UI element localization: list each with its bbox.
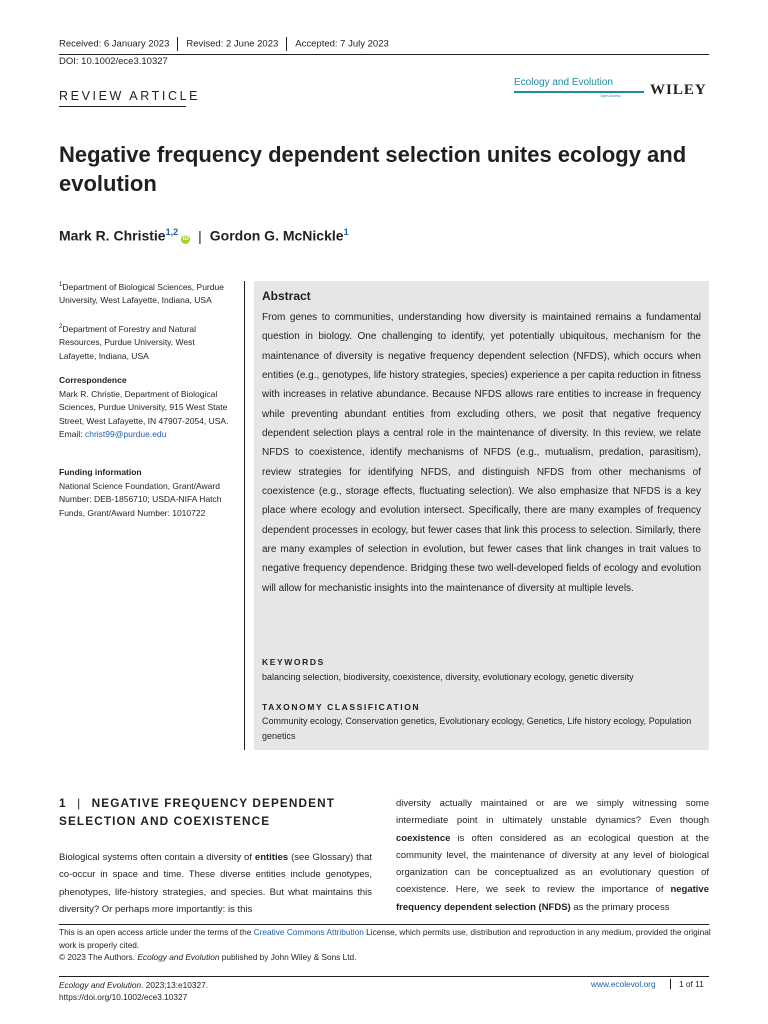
- funding-text: National Science Foundation, Grant/Award Number: DEB-1856710; USDA-NIFA Hatch Funds, Grant/Award Number: 1010722: [59, 480, 222, 518]
- article-type: REVIEW ARTICLE: [59, 89, 201, 103]
- orcid-icon[interactable]: iD: [182, 235, 189, 242]
- divider: [286, 37, 287, 51]
- received-date: Received: 6 January 2023: [59, 38, 170, 50]
- license-text: [59, 926, 719, 964]
- affiliation-text: Department of Biological Sciences, Purdue University, West Lafayette, Indiana, USA: [59, 281, 224, 306]
- license-link[interactable]: Creative Commons Attribution: [253, 927, 364, 937]
- header-rule: [59, 54, 709, 55]
- email-label: Email:: [59, 429, 85, 439]
- taxonomy: Community ecology, Conservation genetics, Evolutionary ecology, Genetics, Life history ecology, Population genetics: [262, 716, 692, 741]
- footer-volume: . 2023;13:e10327.: [141, 980, 209, 990]
- journal-logo-bar: [514, 91, 644, 93]
- abstract-text: From genes to communities, understanding how diversity is maintained remains a fundamental question in biology. One challenging to identify, yet potentially ubiquitous, mechanism for the maintenance of diversity is negative frequency dependent selection (NFDS), which occurs when entities (e.g., genotypes, life history strategies, species) experience a per capita reduction in fitness with increases in relative abundance. Because NFDS allows rare entities to increase in frequency while preventing abundant entities from excluding others, we posit that negative frequency dependent selection plays a central role in the maintenance of diversity. In this review, we relate NFDS to coexistence, identify mechanisms of NFDS (e.g., mutualism, predation, parasitism), review strategies for identifying NFDS, and distinguish NFDS from other mechanisms of coexistence (e.g., storage effects, fluctuating selection). We also emphasize that NFDS is a key place where ecology and evolution intersect. Specifically, there are many examples of frequency dependent processes in ecology, but fewer cases that link this process to selection. Similarly, there are many examples of selection in evolution, but fewer cases that link changes in trait values to negative frequency dependence. Bridging these two well-developed fields of ecology and evolution will allow for mechanistic insights into the maintenance of diversity at multiple levels.: [262, 312, 701, 594]
- author-separator: |: [198, 227, 202, 244]
- license-part: License, which permits use, distribution and reproduction in any medium, provided the original work is properly cited.: [59, 927, 711, 950]
- section-title: NEGATIVE FREQUENCY DEPENDENT SELECTION AND COEXISTENCE: [59, 796, 336, 828]
- funding-heading: Funding information: [59, 467, 142, 477]
- revised-date: Revised: 2 June 2023: [186, 38, 279, 50]
- copyright-part: published by John Wiley & Sons Ltd.: [219, 952, 357, 962]
- footer-journal: Ecology and Evolution: [59, 980, 142, 990]
- license-part: This is an open access article under the terms of the: [59, 927, 254, 937]
- divider: [177, 37, 178, 51]
- license-rule: [59, 924, 709, 925]
- abstract-box: [254, 281, 709, 750]
- footer-citation: [59, 979, 208, 1004]
- keywords-heading: KEYWORDS: [262, 657, 325, 667]
- keywords: balancing selection, biodiversity, coexistence, diversity, evolutionary ecology, genetic diversity: [262, 672, 634, 682]
- body-text: diversity actually maintained or are we simply witnessing some intermediate point in ultimately unstable dynamics? Even though: [396, 798, 709, 827]
- affiliation: [59, 279, 234, 308]
- section-number: 1: [59, 796, 67, 810]
- copyright-part: © 2023 The Authors.: [59, 952, 138, 962]
- body-text: Biological systems often contain a diversity of: [59, 852, 255, 863]
- section-heading: [59, 794, 359, 830]
- glossary-term[interactable]: entities: [254, 852, 289, 863]
- body-text: as the primary process: [570, 901, 670, 913]
- affiliation-sup[interactable]: 1: [343, 227, 349, 237]
- glossary-term[interactable]: coexistence: [396, 832, 451, 844]
- glossary-term[interactable]: negative frequency dependent selection (NFDS): [396, 884, 709, 913]
- journal-website-link[interactable]: www.ecolevol.org: [591, 979, 656, 989]
- body-column-right: [396, 795, 709, 916]
- journal-logo[interactable]: Ecology and Evolution: [514, 77, 613, 88]
- article-title: Negative frequency dependent selection unites ecology and evolution: [59, 142, 687, 196]
- email-link[interactable]: christ99@purdue.edu: [84, 429, 167, 439]
- abstract-rule: [244, 281, 245, 750]
- abstract-heading: Abstract: [262, 289, 311, 303]
- affiliation-sup: 1: [59, 282, 63, 288]
- publisher-logo[interactable]: WILEY: [650, 82, 707, 98]
- affiliation: [59, 321, 234, 363]
- section-separator: |: [77, 796, 82, 810]
- affiliation-sup: 2: [59, 324, 63, 330]
- affiliation-text: Department of Forestry and Natural Resources, Purdue University, West Lafayette, Indiana, USA: [59, 323, 197, 361]
- funding-information: [59, 466, 234, 520]
- body-text: is often considered as an ecological question at the community level, the maintenance of diversity at any level of biological organization can be conceptualized as an evolutionary question of coexistence. Here, we seek to review the importance of: [396, 832, 709, 896]
- affiliation-sup[interactable]: 1,2: [165, 227, 179, 237]
- correspondence-text: Mark R. Christie, Department of Biological Sciences, Purdue University, 915 West State Street, West Lafayette, IN 47907-2054, USA.: [59, 388, 229, 426]
- article-type-rule: [59, 106, 186, 107]
- correspondence-heading: Correspondence: [59, 375, 127, 385]
- doi: DOI: 10.1002/ece3.10327: [59, 56, 168, 67]
- taxonomy-heading: TAXONOMY CLASSIFICATION: [262, 702, 421, 712]
- journal-logo-sub: Open Access: [600, 94, 621, 98]
- accepted-date: Accepted: 7 July 2023: [295, 38, 389, 50]
- footer-doi-url[interactable]: https://doi.org/10.1002/ece3.10327: [59, 992, 188, 1003]
- correspondence: [59, 374, 234, 442]
- article-dates: [59, 37, 389, 51]
- author-name[interactable]: Mark R. Christie: [59, 227, 166, 244]
- footer-rule: [59, 976, 709, 977]
- copyright-journal: Ecology and Evolution: [137, 952, 220, 962]
- page-number: 1 of 11: [670, 979, 704, 989]
- body-column-left: [59, 849, 372, 918]
- author-list: [59, 227, 349, 244]
- author-name[interactable]: Gordon G. McNickle: [209, 227, 344, 244]
- body-text: (see Glossary) that co-occur in space and time. These diverse entities include genotypes, phenotypes, life-history strategies, and species. But what maintains this diversity? Or perhaps more importantly: is this: [59, 852, 372, 915]
